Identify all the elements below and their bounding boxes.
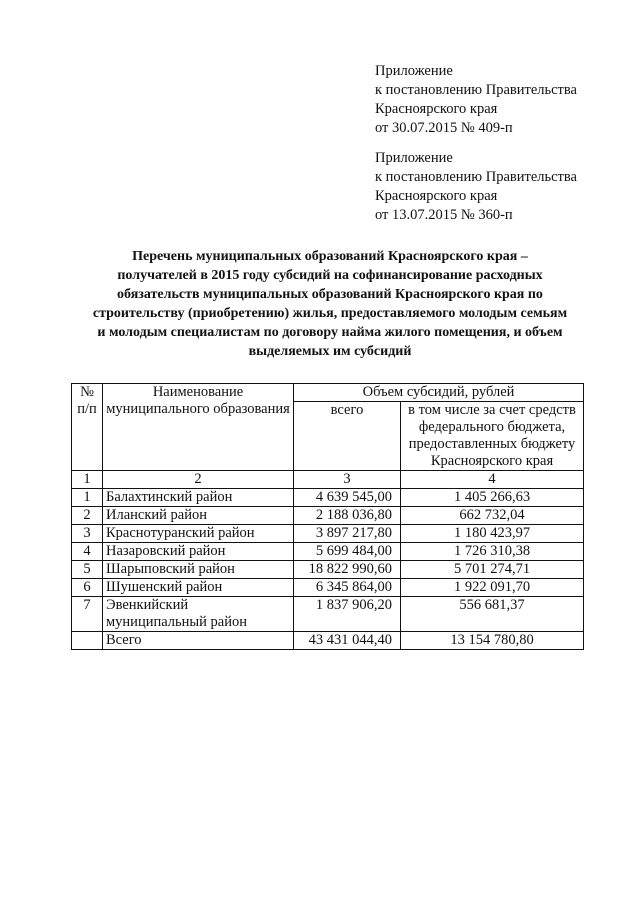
title-line: получателей в 2015 году субсидий на софинансирование расходных xyxy=(117,268,543,283)
table-row xyxy=(72,507,584,525)
column-number: 2 xyxy=(103,471,294,489)
row-federal: 556 681,37 xyxy=(401,597,584,632)
title-line: Перечень муниципальных образований Красноярского края – xyxy=(132,249,528,264)
header-num: № п/п xyxy=(72,384,103,471)
table-row xyxy=(72,561,584,579)
row-total: 6 345 864,00 xyxy=(294,579,401,597)
subsidies-table xyxy=(71,383,584,650)
column-number: 3 xyxy=(294,471,401,489)
row-federal: 662 732,04 xyxy=(401,507,584,525)
appendix-note-1 xyxy=(375,62,625,138)
column-number: 1 xyxy=(72,471,103,489)
row-name: Шушенский район xyxy=(103,579,294,597)
header-total: всего xyxy=(294,402,401,471)
appendix-line: к постановлению Правительства xyxy=(375,82,577,98)
table-row xyxy=(72,597,584,632)
appendix-line: от 13.07.2015 № 360-п xyxy=(375,207,513,223)
row-name: Шарыповский район xyxy=(103,561,294,579)
row-federal: 5 701 274,71 xyxy=(401,561,584,579)
appendix-line: к постановлению Правительства xyxy=(375,169,577,185)
row-name: Иланский район xyxy=(103,507,294,525)
row-number: 6 xyxy=(72,579,103,597)
row-number: 4 xyxy=(72,543,103,561)
row-total: 2 188 036,80 xyxy=(294,507,401,525)
total-row-federal: 13 154 780,80 xyxy=(401,632,584,650)
header-volume: Объем субсидий, рублей xyxy=(294,384,584,402)
row-total: 3 897 217,80 xyxy=(294,525,401,543)
title-line: обязательств муниципальных образований Красноярского края по xyxy=(117,287,543,302)
row-total: 5 699 484,00 xyxy=(294,543,401,561)
header-name: Наименование муниципального образования xyxy=(103,384,294,471)
row-number: 1 xyxy=(72,489,103,507)
total-row-total: 43 431 044,40 xyxy=(294,632,401,650)
appendix-note-2 xyxy=(375,149,625,225)
row-name: Балахтинский район xyxy=(103,489,294,507)
row-number: 5 xyxy=(72,561,103,579)
column-number: 4 xyxy=(401,471,584,489)
title-line: и молодым специалистам по договору найма жилого помещения, и объем xyxy=(97,325,563,340)
appendix-line: от 30.07.2015 № 409-п xyxy=(375,120,513,136)
total-row-number xyxy=(72,632,103,650)
appendix-line: Приложение xyxy=(375,150,453,166)
row-name: Назаровский район xyxy=(103,543,294,561)
row-federal: 1 922 091,70 xyxy=(401,579,584,597)
title-line: строительству (приобретению) жилья, предоставляемого молодым семьям xyxy=(92,306,568,321)
row-name: Эвенкийский муниципальный район xyxy=(103,597,294,632)
header-federal: в том числе за счет средств федерального бюджета, предоставленных бюджету Красноярского края xyxy=(401,402,584,471)
table-row xyxy=(72,543,584,561)
row-total: 4 639 545,00 xyxy=(294,489,401,507)
appendix-line: Приложение xyxy=(375,63,453,79)
row-number: 7 xyxy=(72,597,103,632)
row-federal: 1 180 423,97 xyxy=(401,525,584,543)
row-number: 3 xyxy=(72,525,103,543)
row-total: 1 837 906,20 xyxy=(294,597,401,632)
table-row xyxy=(72,579,584,597)
row-name: Краснотуранский район xyxy=(103,525,294,543)
total-row-label: Всего xyxy=(103,632,294,650)
row-federal: 1 405 266,63 xyxy=(401,489,584,507)
title-line: выделяемых им субсидий xyxy=(248,344,412,359)
appendix-line: Красноярского края xyxy=(375,188,498,204)
row-total: 18 822 990,60 xyxy=(294,561,401,579)
column-number-row xyxy=(72,471,584,489)
appendix-line: Красноярского края xyxy=(375,101,498,117)
row-number: 2 xyxy=(72,507,103,525)
table-row xyxy=(72,525,584,543)
table-total-row xyxy=(72,632,584,650)
table-row xyxy=(72,489,584,507)
document-title xyxy=(75,247,585,361)
table-header-row xyxy=(72,384,584,402)
row-federal: 1 726 310,38 xyxy=(401,543,584,561)
